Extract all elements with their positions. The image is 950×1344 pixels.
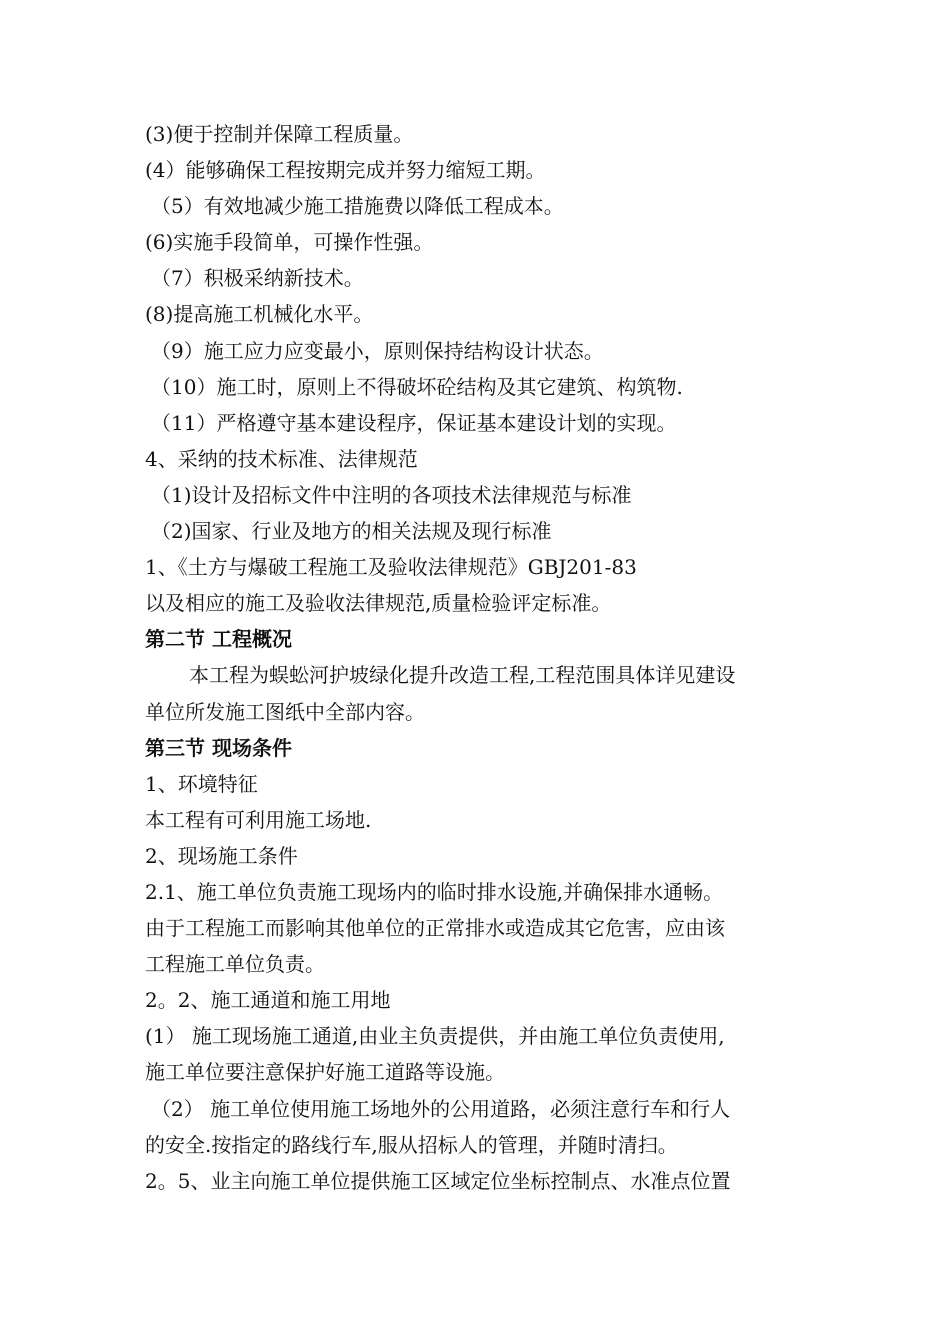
text-line: （1)设计及招标文件中注明的各项技术法律规范与标准: [151, 482, 632, 507]
section-item-title: 2。2、施工通道和施工用地: [145, 988, 391, 1013]
text-line: (4）能够确保工程按期完成并努力缩短工期。: [145, 158, 546, 183]
paragraph-line: 单位所发施工图纸中全部内容。: [145, 699, 425, 724]
section-item-title: 2、现场施工条件: [145, 843, 298, 868]
text-line: (3)便于控制并保障工程质量。: [145, 122, 414, 146]
text-line: （9）施工应力应变最小，原则保持结构设计状态。: [151, 338, 604, 363]
paragraph-line: 施工单位要注意保护好施工道路等设施。: [145, 1060, 505, 1085]
paragraph-line: （2） 施工单位使用施工场地外的公用道路，必须注意行车和行人: [151, 1096, 731, 1121]
text-line: (6)实施手段简单，可操作性强。: [145, 230, 434, 255]
paragraph-line: 由于工程施工而影响其他单位的正常排水或造成其它危害，应由该: [145, 916, 725, 941]
section-heading: 第三节 现场条件: [145, 735, 292, 760]
paragraph-line: 工程施工单位负责。: [145, 952, 325, 977]
paragraph-line: 2.1、施工单位负责施工现场内的临时排水设施,并确保排水通畅。: [145, 879, 724, 904]
section-heading: 第二节 工程概况: [145, 627, 292, 652]
paragraph-line: (1） 施工现场施工通道,由业主负责提供，并由施工单位负责使用,: [145, 1024, 725, 1049]
text-line: （10）施工时，原则上不得破坏砼结构及其它建筑、构筑物.: [151, 374, 683, 399]
paragraph-line: 的安全.按指定的路线行车,服从招标人的管理，并随时清扫。: [145, 1132, 678, 1157]
document-body: [145, 116, 810, 1199]
text-line: 以及相应的施工及验收法律规范,质量检验评定标准。: [145, 591, 612, 616]
section-item-title: 1、环境特征: [145, 771, 258, 796]
paragraph-line: 本工程为蜈蚣河护坡绿化提升改造工程,工程范围具体详见建设: [189, 663, 736, 688]
text-line: （2)国家、行业及地方的相关法规及现行标准: [151, 519, 552, 544]
text-line: 本工程有可利用施工场地.: [145, 807, 372, 832]
text-line: (8)提高施工机械化水平。: [145, 302, 374, 327]
text-line: （5）有效地减少施工措施费以降低工程成本。: [151, 194, 564, 219]
section-item-title: 4、采纳的技术标准、法律规范: [145, 446, 418, 471]
paragraph-line: 2。5、业主向施工单位提供施工区域定位坐标控制点、水准点位置: [145, 1168, 731, 1193]
text-line: （7）积极采纳新技术。: [151, 266, 364, 291]
text-line: 1、《土方与爆破工程施工及验收法律规范》GBJ201-83: [145, 555, 637, 580]
text-line: （11）严格遵守基本建设程序，保证基本建设计划的实现。: [151, 410, 677, 435]
